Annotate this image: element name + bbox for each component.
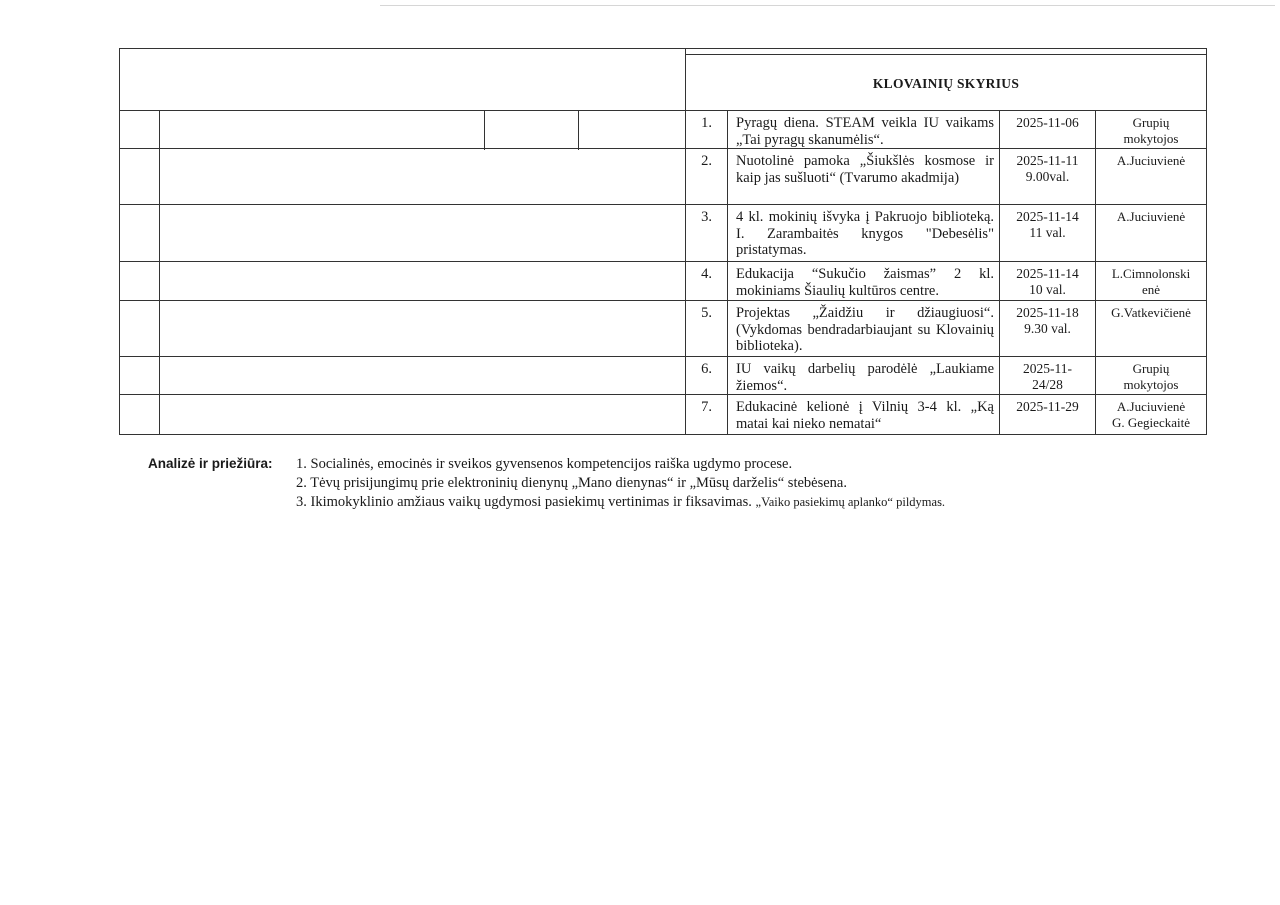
table-border-right bbox=[1206, 48, 1207, 435]
table-border-bottom bbox=[119, 434, 1207, 435]
activity-description: Nuotolinė pamoka „Šiukšlės kosmose ir kaip jas sušluoti“ (Tvarumo akadmija) bbox=[736, 153, 994, 186]
table-border-left bbox=[119, 48, 120, 435]
date-line: 2025-11- bbox=[1023, 361, 1072, 376]
row-divider bbox=[119, 204, 1207, 205]
responsible-line: A.Juciuvienė bbox=[1116, 209, 1186, 224]
analysis-item: 2. Tėvų prisijungimų prie elektroninių dienynų „Mano dienynas“ ir „Mūsų darželis“ stebėsena. bbox=[296, 475, 847, 491]
activity-date bbox=[1000, 305, 1095, 337]
responsible-line: Grupių bbox=[1132, 115, 1170, 130]
table-border-top bbox=[119, 48, 1207, 49]
row-number: 2. bbox=[701, 153, 712, 169]
row-number: 1. bbox=[701, 115, 712, 131]
responsible-person bbox=[1096, 399, 1206, 431]
column-divider bbox=[484, 110, 485, 150]
analysis-item-tail: „Vaiko pasiekimų aplanko“ pildymas. bbox=[755, 495, 946, 509]
responsible-person bbox=[1096, 305, 1206, 321]
responsible-line: mokytojos bbox=[1123, 377, 1179, 392]
responsible-person bbox=[1096, 115, 1206, 147]
activity-date bbox=[1000, 361, 1095, 393]
time-line: 9.00val. bbox=[1025, 169, 1070, 184]
header-inner-top bbox=[686, 54, 1207, 55]
responsible-line: Grupių bbox=[1132, 361, 1170, 376]
row-number: 3. bbox=[701, 209, 712, 225]
activity-date bbox=[1000, 399, 1095, 415]
activity-description: 4 kl. mokinių išvyka į Pakruojo biblioteką. I. Zarambaitės knygos "Debesėlis" pristatymas. bbox=[736, 209, 994, 258]
analysis-item: 1. Socialinės, emocinės ir sveikos gyvensenos kompetencijos raiška ugdymo procese. bbox=[296, 456, 793, 472]
row-divider bbox=[119, 261, 1207, 262]
responsible-person bbox=[1096, 209, 1206, 225]
responsible-line: enė bbox=[1141, 282, 1161, 297]
time-line: 11 val. bbox=[1029, 225, 1066, 240]
date-line: 2025-11-11 bbox=[1016, 153, 1079, 168]
responsible-line: L.Cimnolonski bbox=[1111, 266, 1191, 281]
activity-description: Edukacinė kelionė į Vilnių 3-4 kl. „Ką matai kai nieko nematai“ bbox=[736, 399, 994, 432]
department-title: KLOVAINIŲ SKYRIUS bbox=[872, 76, 1020, 91]
analysis-item bbox=[296, 493, 945, 511]
column-divider bbox=[578, 110, 579, 150]
activity-date bbox=[1000, 153, 1095, 185]
activity-description: Projektas „Žaidžiu ir džiaugiuosi“. (Vykdomas bendradarbiaujant su Klovainių biblioteka). bbox=[736, 305, 994, 354]
time-line: 10 val. bbox=[1029, 282, 1066, 297]
row-divider bbox=[119, 356, 1207, 357]
date-line: 2025-11-29 bbox=[1016, 399, 1079, 414]
row-number: 4. bbox=[701, 266, 712, 282]
analysis-item-text: 3. Ikimokyklinio amžiaus vaikų ugdymosi pasiekimų vertinimas ir fiksavimas. bbox=[296, 494, 752, 510]
activity-description: Pyragų diena. STEAM veikla IU vaikams „Tai pyragų skanumėlis“. bbox=[736, 115, 994, 148]
responsible-line: mokytojos bbox=[1123, 131, 1179, 146]
row-divider bbox=[119, 300, 1207, 301]
activity-date bbox=[1000, 115, 1095, 131]
row-number: 6. bbox=[701, 361, 712, 377]
responsible-line: A.Juciuvienė bbox=[1116, 153, 1186, 168]
column-divider bbox=[159, 110, 160, 435]
responsible-line: G. Gegieckaitė bbox=[1112, 415, 1190, 430]
date-line: 24/28 bbox=[1032, 377, 1063, 392]
column-divider bbox=[727, 110, 728, 435]
responsible-person bbox=[1096, 266, 1206, 298]
row-divider bbox=[119, 394, 1207, 395]
analysis-label: Analizė ir priežiūra: bbox=[148, 456, 273, 471]
responsible-person bbox=[1096, 153, 1206, 169]
activity-description: IU vaikų darbelių parodėlė „Laukiame žiemos“. bbox=[736, 361, 994, 394]
responsible-line: G.Vatkevičienė bbox=[1111, 305, 1191, 320]
row-number: 7. bbox=[701, 399, 712, 415]
activity-description: Edukacija “Sukučio žaismas” 2 kl. mokiniams Šiaulių kultūros centre. bbox=[736, 266, 994, 299]
row-divider bbox=[119, 110, 1207, 111]
activity-date bbox=[1000, 209, 1095, 241]
date-line: 2025-11-06 bbox=[1016, 115, 1079, 130]
date-line: 2025-11-18 bbox=[1016, 305, 1079, 320]
row-divider bbox=[119, 148, 1207, 149]
date-line: 2025-11-14 bbox=[1016, 266, 1079, 281]
responsible-line: A.Juciuvienė bbox=[1116, 399, 1186, 414]
time-line: 9.30 val. bbox=[1024, 321, 1071, 336]
row-number: 5. bbox=[701, 305, 712, 321]
date-line: 2025-11-14 bbox=[1016, 209, 1079, 224]
activity-date bbox=[1000, 266, 1095, 298]
responsible-person bbox=[1096, 361, 1206, 393]
